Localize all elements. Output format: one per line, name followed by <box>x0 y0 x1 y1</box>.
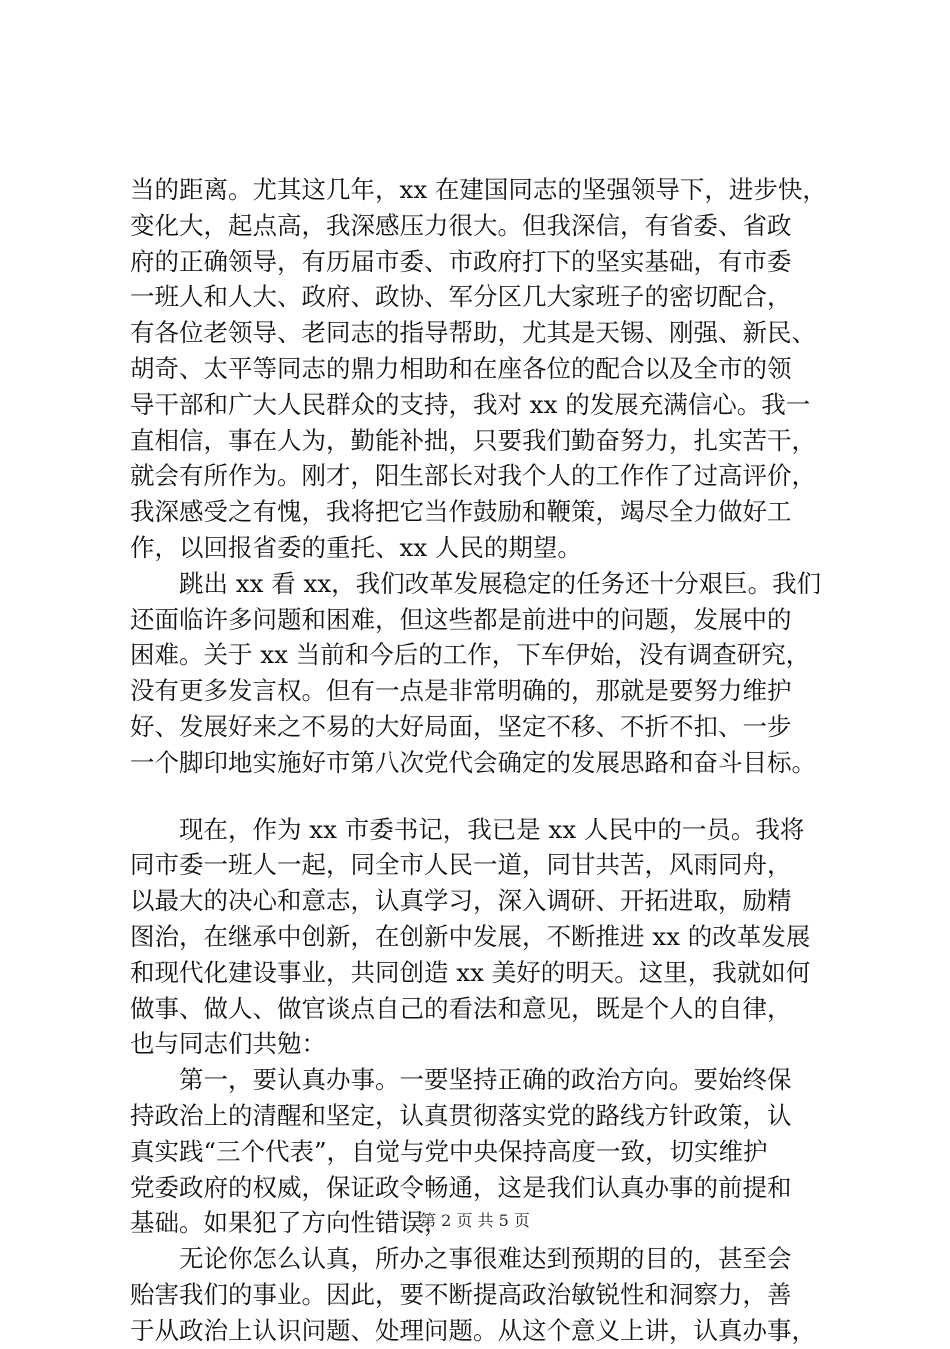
text-line: 同市委一班人一起，同全市人民一道，同甘共苦，风雨同舟， <box>130 850 792 880</box>
text-line: 府的正确领导，有历届市委、市政府打下的坚实基础，有市委 <box>130 246 792 276</box>
text-line: 于从政治上认识问题、处理问题。从这个意义上讲，认真办事， <box>130 1315 816 1345</box>
text-line: 第一，要认真办事。一要坚持正确的政治方向。要始终保 <box>130 1065 792 1095</box>
text-line: 就会有所作为。刚才，阳生部长对我个人的工作作了过高评价， <box>130 461 816 491</box>
text-line: 无论你怎么认真，所办之事很难达到预期的目的，甚至会 <box>130 1244 792 1274</box>
text-line: 以最大的决心和意志，认真学习，深入调研、开拓进取，励精 <box>130 886 792 916</box>
document-body <box>130 172 830 1349</box>
text-line: 一个脚印地实施好市第八次党代会确定的发展思路和奋斗目标。 <box>130 747 816 777</box>
text-line: 跳出 xx 看 xx，我们改革发展稳定的任务还十分艰巨。我们 <box>130 568 822 598</box>
text-line: 好、发展好来之不易的大好局面，坚定不移、不折不扣、一步 <box>130 711 792 741</box>
text-line: 持政治上的清醒和坚定，认真贯彻落实党的路线方针政策，认 <box>130 1100 792 1130</box>
text-line: 贻害我们的事业。因此，要不断提高政治敏锐性和洞察力，善 <box>130 1279 792 1309</box>
text-line: 基础。如果犯了方向性错误， <box>130 1208 449 1238</box>
text-line: 和现代化建设事业，共同创造 xx 美好的明天。这里，我就如何 <box>130 957 811 987</box>
text-line: 困难。关于 xx 当前和今后的工作，下车伊始，没有调查研究， <box>130 640 811 670</box>
text-line: 胡奇、太平等同志的鼎力相助和在座各位的配合以及全市的领 <box>130 353 792 383</box>
page-number: 第 2 页 共 5 页 <box>420 1211 530 1230</box>
text-line: 做事、做人、做官谈点自己的看法和意见，既是个人的自律， <box>130 993 792 1023</box>
text-line: 还面临许多问题和困难，但这些都是前进中的问题，发展中的 <box>130 604 792 634</box>
text-line: 当的距离。尤其这几年，xx 在建国同志的坚强领导下，进步快， <box>130 175 827 204</box>
text-line: 现在，作为 xx 市委书记，我已是 xx 人民中的一员。我将 <box>130 814 805 844</box>
text-line: 没有更多发言权。但有一点是非常明确的，那就是要努力维护 <box>130 676 792 706</box>
paragraph-gap <box>130 781 830 812</box>
text-line: 真实践“三个代表”，自觉与党中央保持高度一致，切实维护 <box>130 1136 768 1166</box>
text-line: 作，以回报省委的重托、xx 人民的期望。 <box>130 532 582 562</box>
text-line: 变化大，起点高，我深感压力很大。但我深信，有省委、省政 <box>130 210 792 240</box>
text-line: 我深感受之有愧，我将把它当作鼓励和鞭策，竭尽全力做好工 <box>130 497 792 527</box>
text-line: 也与同志们共勉： <box>130 1029 326 1059</box>
text-line: 党委政府的权威，保证政令畅通，这是我们认真办事的前提和 <box>130 1172 792 1202</box>
text-line: 有各位老领导、老同志的指导帮助，尤其是天锡、刚强、新民、 <box>130 318 816 348</box>
text-line: 导干部和广大人民群众的支持，我对 xx 的发展充满信心。我一 <box>130 389 811 419</box>
page-footer <box>0 1211 950 1231</box>
text-line: 一班人和人大、政府、政协、军分区几大家班子的密切配合， <box>130 282 792 312</box>
text-line: 图治，在继承中创新，在创新中发展，不断推进 xx 的改革发展 <box>130 921 811 951</box>
text-line: 直相信，事在人为，勤能补拙，只要我们勤奋努力，扎实苦干， <box>130 425 816 455</box>
